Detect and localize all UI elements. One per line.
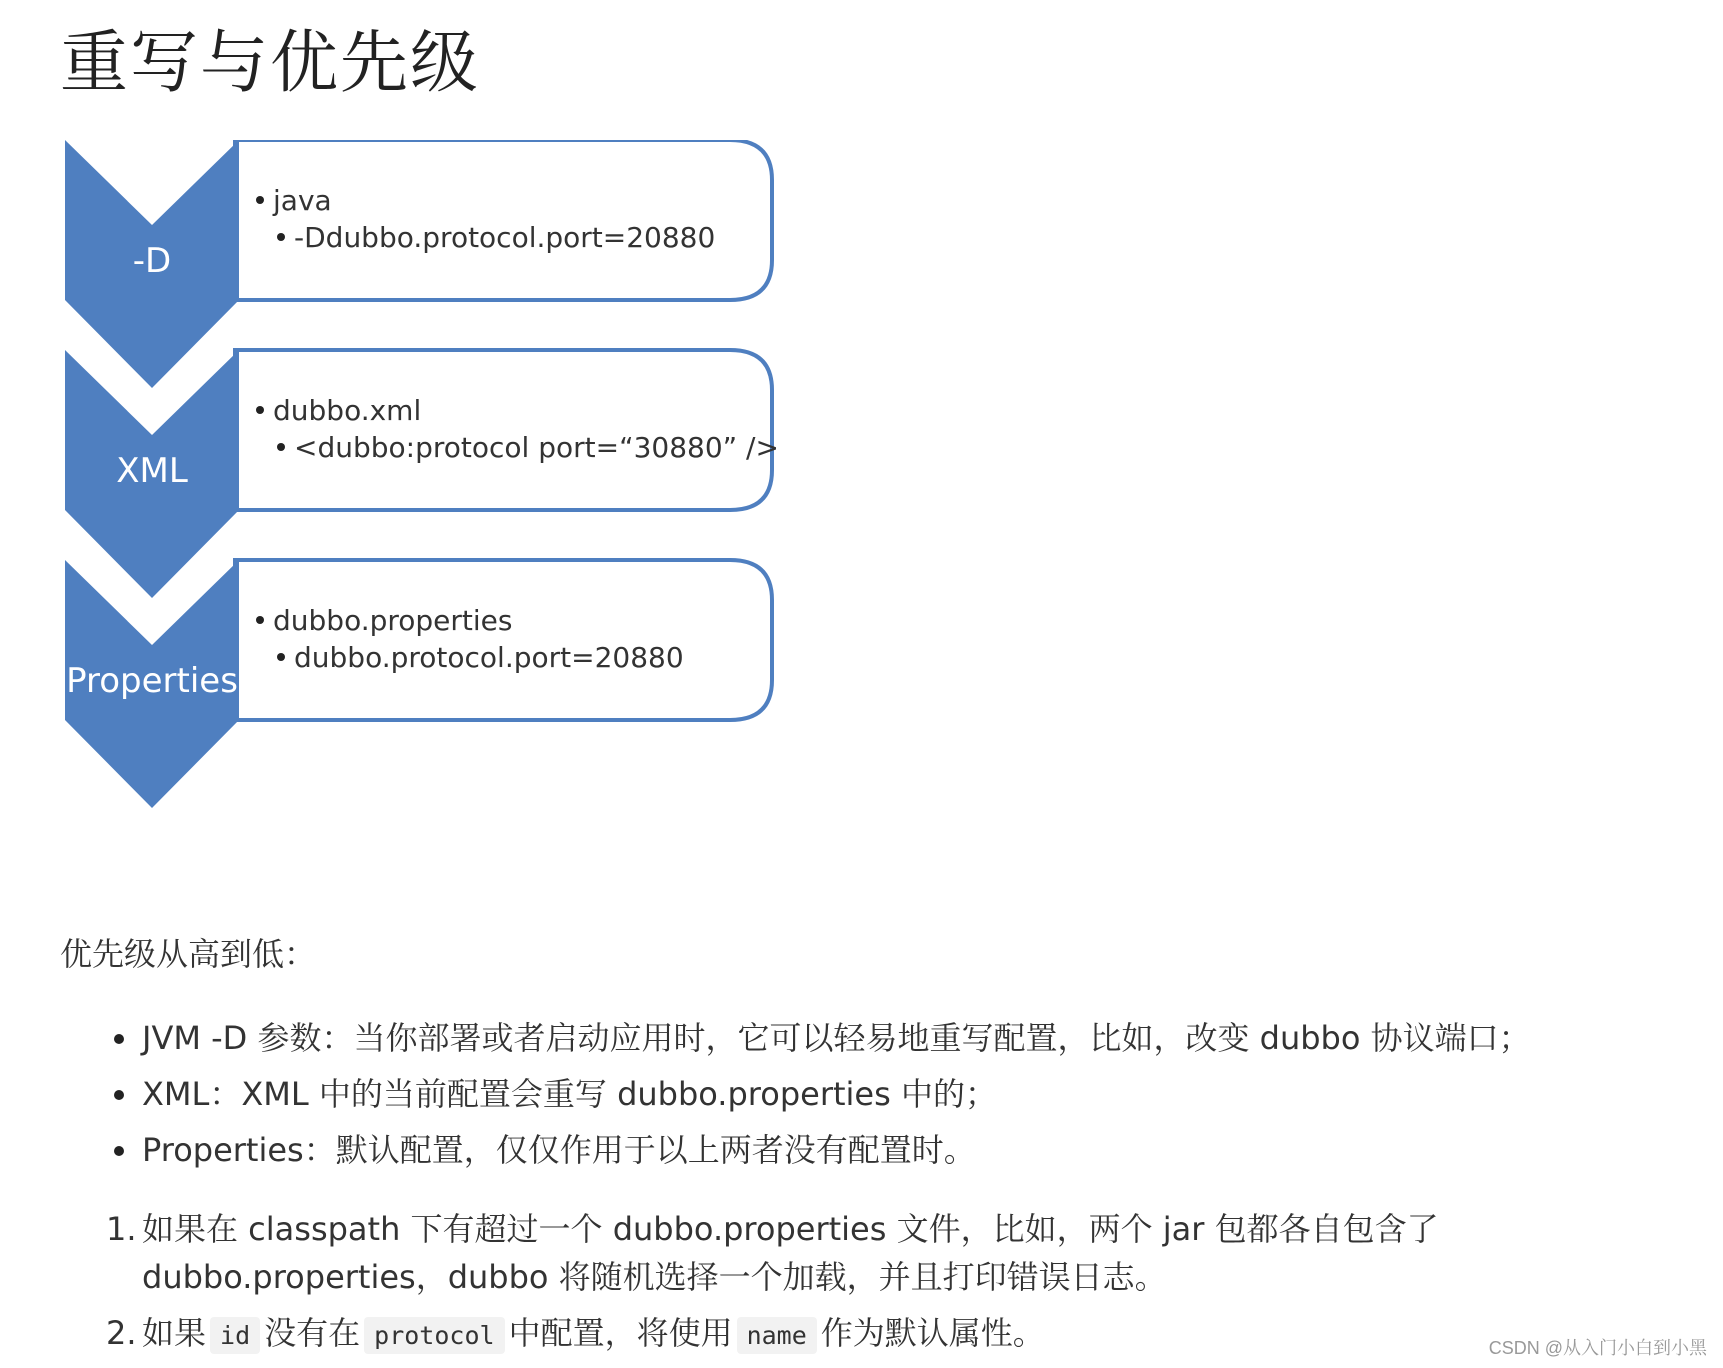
ordered-item <box>80 1205 1640 1301</box>
notes-list <box>80 1205 1640 1368</box>
list-item <box>80 1122 1640 1178</box>
ordered-item-text-part: 如果 <box>142 1314 207 1352</box>
ordered-item-number: 2. <box>106 1314 137 1352</box>
level-3-label: Properties <box>66 661 238 701</box>
level-1-label: -D <box>132 241 172 281</box>
bullet-dot-icon <box>114 1146 124 1156</box>
level-3-sub: dubbo.protocol.port=20880 <box>294 641 684 674</box>
level-3-box <box>235 560 772 720</box>
level-1-box <box>235 140 772 300</box>
bullet-dot-icon <box>114 1090 124 1100</box>
ordered-item-text: 如果在 classpath 下有超过一个 dubbo.properties 文件，比如，两个 jar 包都各自包含了 dubbo.properties，dubbo 将随机选择一个加载，并且打印错误日志。 <box>142 1210 1439 1296</box>
inline-code-name: name <box>737 1317 817 1354</box>
level-2-sub: <dubbo:protocol port=“30880” /> <box>294 431 779 464</box>
ordered-item-text-part: 中配置，将使用 <box>508 1314 733 1352</box>
inline-code-protocol: protocol <box>364 1317 504 1354</box>
list-item-text: XML：XML 中的当前配置会重写 dubbo.properties 中的； <box>142 1075 997 1113</box>
ordered-item-number: 1. <box>106 1210 137 1248</box>
priority-diagram <box>60 140 870 900</box>
level-1-sub: -Ddubbo.protocol.port=20880 <box>294 221 716 254</box>
level-2-box <box>235 350 772 510</box>
list-item-text: Properties：默认配置，仅仅作用于以上两者没有配置时。 <box>142 1131 976 1169</box>
page-title: 重写与优先级 <box>60 24 481 103</box>
priority-intro: 优先级从高到低： <box>60 935 317 973</box>
ordered-item <box>80 1309 1640 1360</box>
watermark: CSDN @从入门小白到小黑 <box>1488 1338 1707 1358</box>
list-item-text: JVM -D 参数：当你部署或者启动应用时，它可以轻易地重写配置，比如，改变 dubbo 协议端口； <box>142 1019 1531 1057</box>
level-3-bullet: dubbo.properties <box>273 604 513 637</box>
list-item <box>80 1010 1640 1066</box>
inline-code-id: id <box>210 1317 260 1354</box>
priority-list <box>80 1010 1640 1178</box>
ordered-item-text-part: 没有在 <box>264 1314 361 1352</box>
ordered-item-text-part: 作为默认属性。 <box>820 1314 1045 1352</box>
level-1-bullet: java <box>273 184 332 217</box>
level-2-bullet: dubbo.xml <box>273 394 422 427</box>
list-item <box>80 1066 1640 1122</box>
bullet-dot-icon <box>114 1034 124 1044</box>
level-2-label: XML <box>116 451 188 491</box>
